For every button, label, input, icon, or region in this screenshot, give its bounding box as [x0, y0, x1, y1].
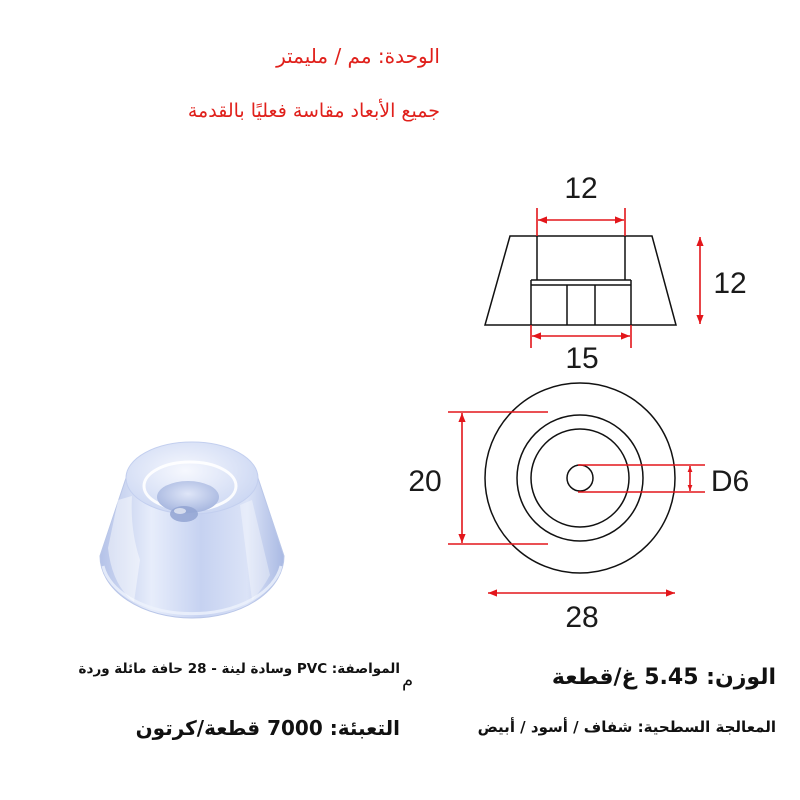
inner-circle [531, 429, 629, 527]
center-hole-circle [567, 465, 593, 491]
unit-note: الوحدة: مم / مليمتر [276, 44, 440, 68]
product-photo [100, 442, 284, 618]
bumper-hole-highlight [174, 508, 186, 514]
base-hole-label: 15 [565, 342, 599, 375]
weight-spec: الوزن: 5.45 غ/قطعة [551, 665, 776, 690]
inner-diameter-extension-lines [448, 412, 548, 544]
stray-glyph: م [402, 670, 414, 691]
surface-finish-spec: المعالجة السطحية: شفاف / أسود / أبيض [477, 718, 776, 736]
height-label: 12 [713, 267, 747, 300]
top-hole-outline [537, 236, 625, 280]
top-width-extension-lines [537, 208, 625, 236]
bottom-view-dimensions [408, 412, 749, 634]
outer-diameter-label: 28 [565, 601, 599, 634]
packing-spec: التعبئة: 7000 قطعة/كرتون [135, 716, 400, 740]
screw-slot-outline [567, 285, 595, 325]
washer-band-outline [531, 280, 631, 325]
inner-diameter-label: 20 [408, 465, 442, 498]
hole-label: D6 [710, 465, 750, 498]
side-view-dimensions [531, 172, 747, 375]
ring-circle [517, 415, 643, 541]
measurement-note: جميع الأبعاد مقاسة فعليًا بالقدمة [187, 100, 440, 122]
top-width-label: 12 [564, 172, 598, 205]
bumper-screw-hole [170, 506, 198, 522]
side-view [485, 236, 676, 325]
material-spec: المواصفة: PVC وسادة لينة - 28 حافة مائلة وردة [78, 661, 400, 677]
